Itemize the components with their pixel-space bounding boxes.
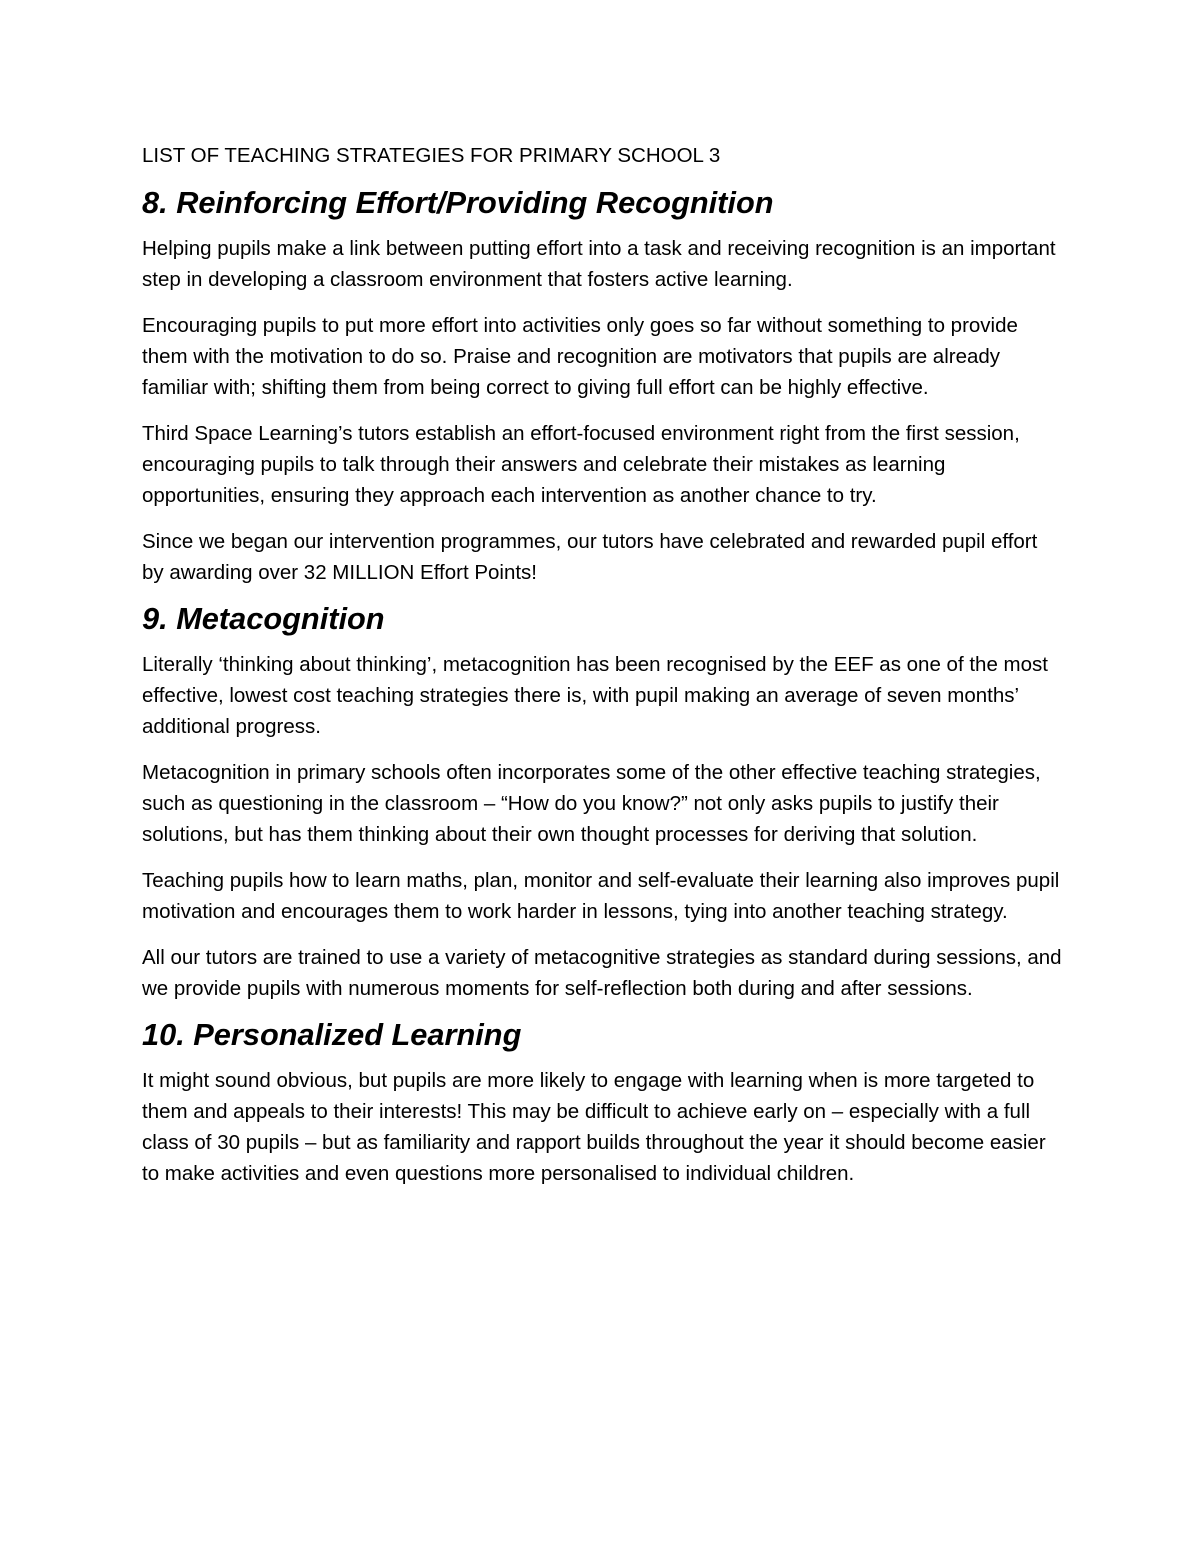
paragraph: Encouraging pupils to put more effort into activities only goes so far without something to provide them with the motivation to do so. Praise and recognition are motivators that pupils are already familiar with; shifting them from being correct to giving full effort can be highly effective. (142, 314, 1018, 399)
paragraph: Helping pupils make a link between putting effort into a task and receiving recognition is an important step in developing a classroom environment that fosters active learning. (142, 237, 1056, 291)
paragraph: Third Space Learning’s tutors establish an effort-focused environment right from the first session, encouraging pupils to talk through their answers and celebrate their mistakes as learning opportunities, ensuring they approach each intervention as another chance to try. (142, 422, 1020, 507)
section-reinforcing-effort (142, 187, 1062, 588)
paragraph: All our tutors are trained to use a variety of metacognitive strategies as standard during sessions, and we provide pupils with numerous moments for self-reflection both during and after sessions. (142, 946, 1062, 1000)
paragraph: Literally ‘thinking about thinking’, metacognition has been recognised by the EEF as one of the most effective, lowest cost teaching strategies there is, with pupil making an average of seven months’ additional progress. (142, 653, 1048, 738)
section-heading: 10. Personalized Learning (142, 1017, 522, 1052)
document-page (142, 140, 1062, 1204)
section-heading: 9. Metacognition (142, 601, 385, 636)
paragraph: It might sound obvious, but pupils are more likely to engage with learning when is more targeted to them and appeals to their interests! This may be difficult to achieve early on – especially with a full class of 30 pupils – but as familiarity and rapport builds throughout the year it should become easier to make activities and even questions more personalised to individual children. (142, 1069, 1046, 1185)
paragraph: Metacognition in primary schools often incorporates some of the other effective teaching strategies, such as questioning in the classroom – “How do you know?” not only asks pupils to justify their solutions, but has them thinking about their own thought processes for deriving that solution. (142, 761, 1041, 846)
paragraph: Since we began our intervention programmes, our tutors have celebrated and rewarded pupil effort by awarding over 32 MILLION Effort Points! (142, 530, 1038, 584)
paragraph: Teaching pupils how to learn maths, plan, monitor and self-evaluate their learning also improves pupil motivation and encourages them to work harder in lessons, tying into another teaching strategy. (142, 869, 1060, 923)
section-metacognition (142, 603, 1062, 1004)
document-title: LIST OF TEACHING STRATEGIES FOR PRIMARY SCHOOL 3 (142, 144, 721, 167)
section-personalized-learning (142, 1019, 1062, 1189)
section-heading: 8. Reinforcing Effort/Providing Recognition (142, 185, 774, 220)
